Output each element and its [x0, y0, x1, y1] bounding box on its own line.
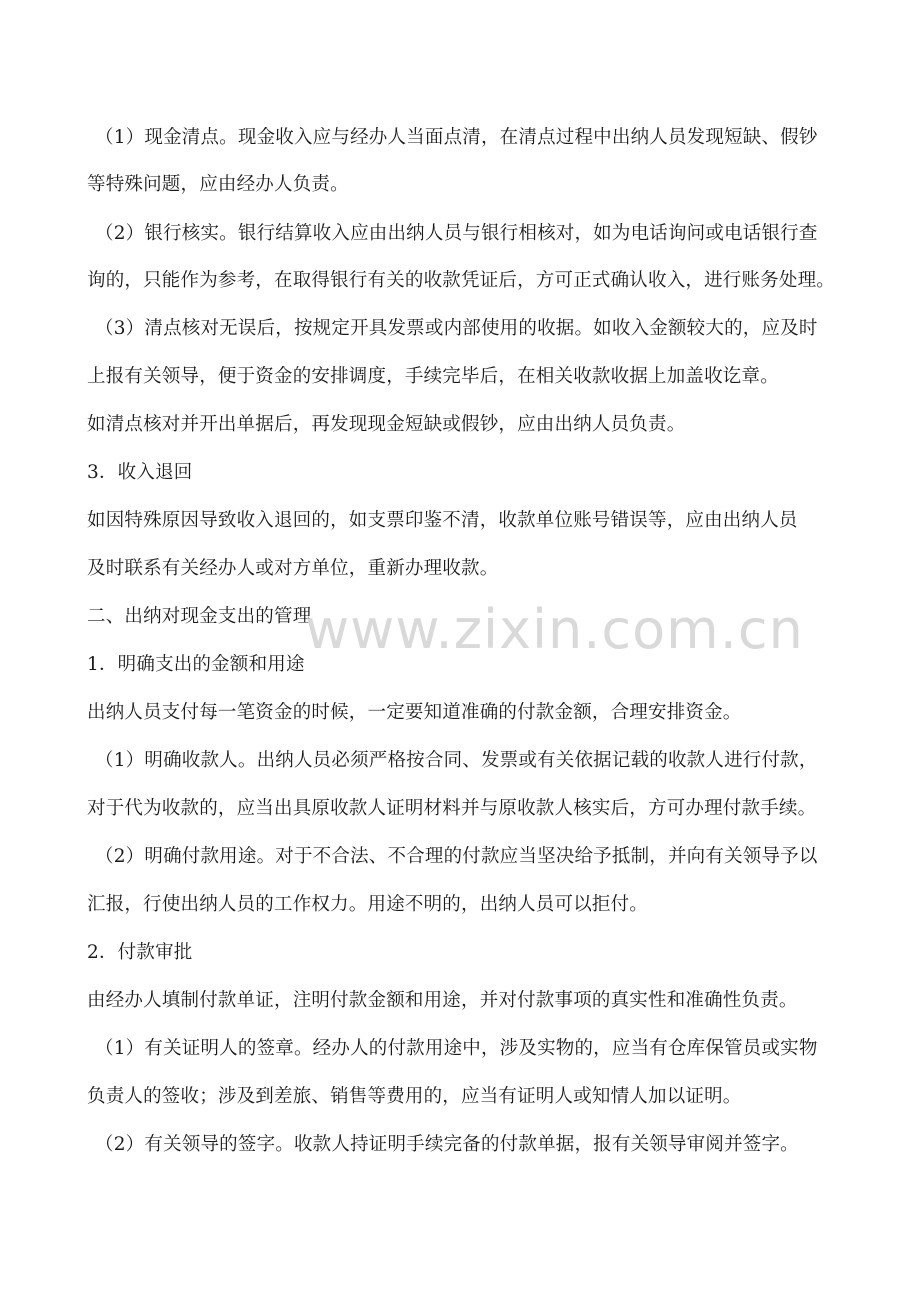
text-line: （2）有关领导的签字。收款人持证明手续完备的付款单据，报有关领导审阅并签字。 [95, 1134, 799, 1155]
text-line: 对于代为收款的，应当出具原收款人证明材料并与原收款人核实后，方可办理付款手续。 [87, 798, 817, 819]
section-heading: 2．付款审批 [87, 942, 193, 963]
text-line: 如因特殊原因导致收入退回的，如支票印鉴不清，收款单位账号错误等，应由出纳人员 [87, 510, 798, 531]
text-line: （3）清点核对无误后，按规定开具发票或内部使用的收据。如收入金额较大的，应及时 [95, 318, 818, 339]
text-line: 上报有关领导，便于资金的安排调度，手续完毕后，在相关收款收据上加盖收讫章。 [87, 366, 779, 387]
text-line: 如清点核对并开出单据后，再发现现金短缺或假钞，应由出纳人员负责。 [87, 414, 686, 435]
text-line: 负责人的签收；涉及到差旅、销售等费用的，应当有证明人或知情人加以证明。 [87, 1086, 742, 1107]
text-line: 出纳人员支付每一笔资金的时候，一定要知道准确的付款金额，合理安排资金。 [87, 702, 742, 723]
text-line: 及时联系有关经办人或对方单位，重新办理收款。 [87, 558, 499, 579]
text-line: （1）现金清点。现金收入应与经办人当面点清，在清点过程中出纳人员发现短缺、假钞 [95, 127, 818, 148]
watermark-text: www.zixin.com.cn [305, 598, 804, 661]
section-heading: 1．明确支出的金额和用途 [87, 654, 305, 675]
text-line: 汇报，行使出纳人员的工作权力。用途不明的，出纳人员可以拒付。 [87, 894, 649, 915]
section-heading: 二、出纳对现金支出的管理 [87, 606, 312, 627]
text-line: （2）明确付款用途。对于不合法、不合理的付款应当坚决给予抵制，并向有关领导予以 [95, 846, 818, 867]
text-line: 等特殊问题，应由经办人负责。 [87, 174, 349, 195]
text-line: 由经办人填制付款单证，注明付款金额和用途，并对付款事项的真实性和准确性负责。 [87, 990, 798, 1011]
text-line: （1）有关证明人的签章。经办人的付款用途中，涉及实物的，应当有仓库保管员或实物 [95, 1038, 818, 1059]
text-line: 询的，只能作为参考，在取得银行有关的收款凭证后，方可正式确认收入，进行账务处理。 [87, 270, 836, 291]
text-line: （2）银行核实。银行结算收入应由出纳人员与银行相核对，如为电话询问或电话银行查 [95, 223, 818, 244]
section-heading: 3．收入退回 [87, 462, 193, 483]
text-line: （1）明确收款人。出纳人员必须严格按合同、发票或有关依据记载的收款人进行付款， [95, 750, 818, 771]
